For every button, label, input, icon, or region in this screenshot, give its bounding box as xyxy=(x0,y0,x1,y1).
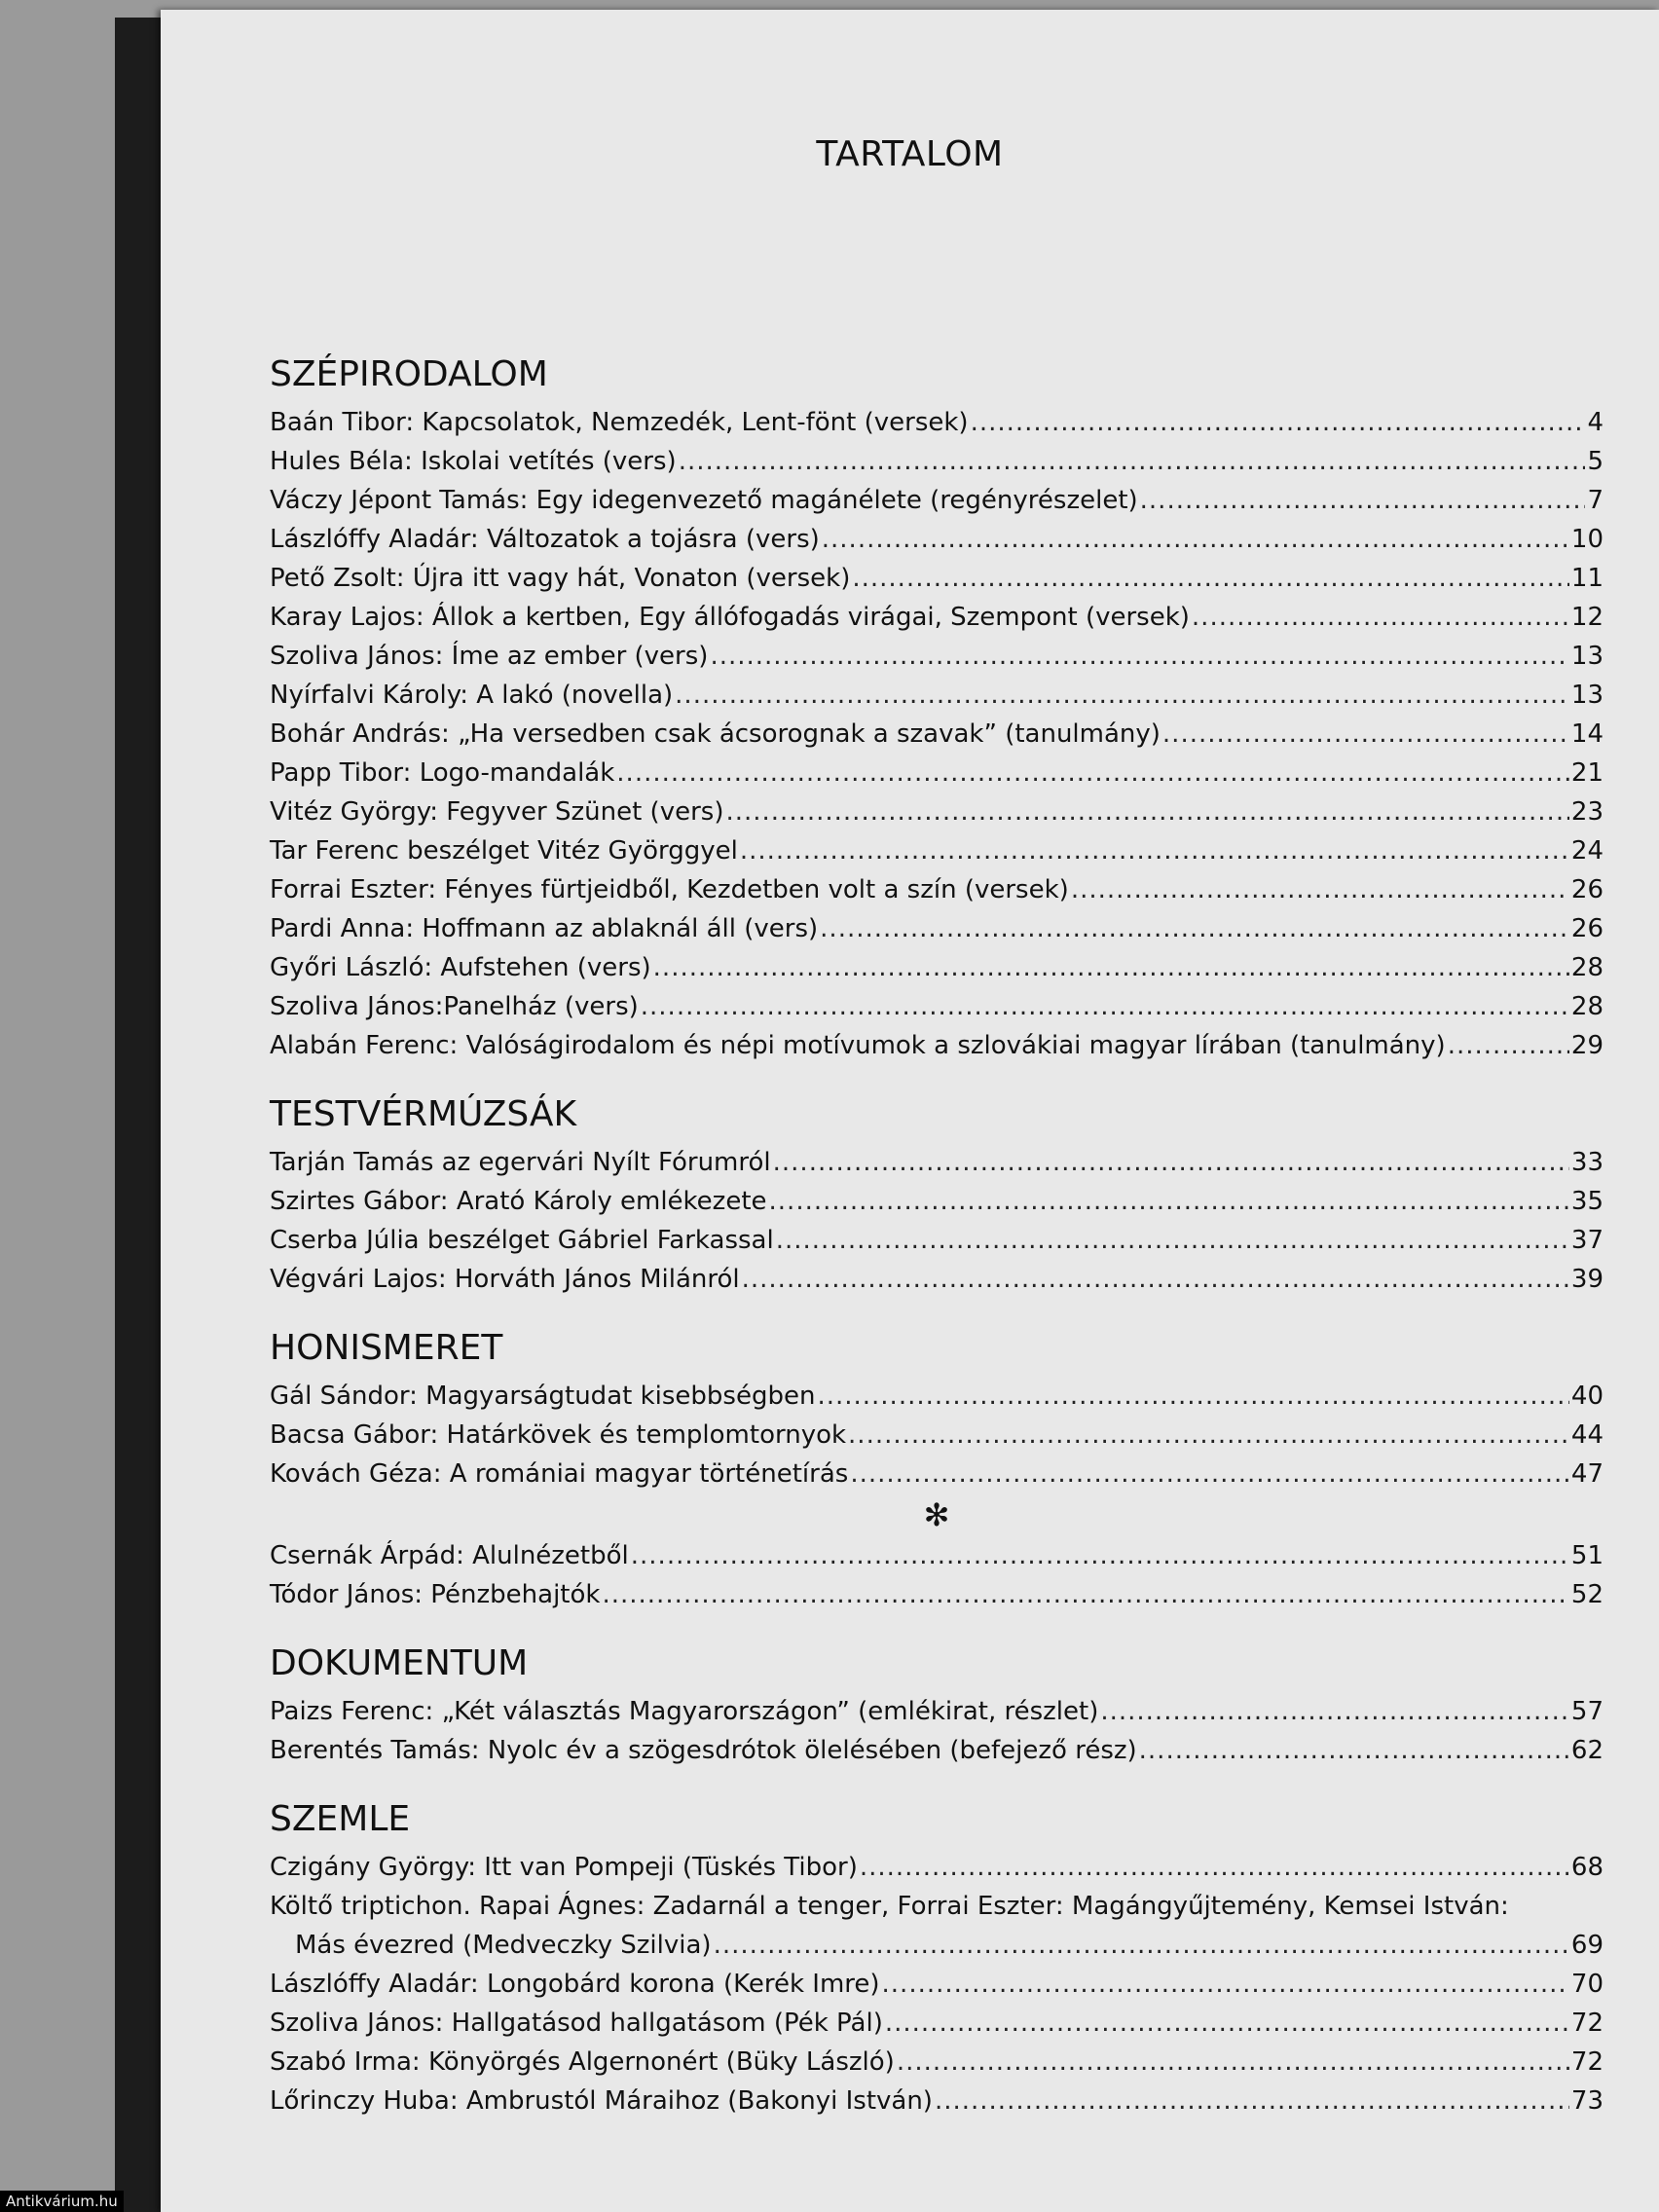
dot-leader xyxy=(602,1575,1568,1614)
toc-page-number: 37 xyxy=(1570,1226,1604,1255)
toc-page-number: 35 xyxy=(1570,1187,1604,1216)
toc-page-number: 72 xyxy=(1570,2047,1604,2077)
toc-page-number: 40 xyxy=(1570,1382,1604,1411)
toc-page-number: 44 xyxy=(1570,1420,1604,1450)
book-page xyxy=(161,10,1659,2212)
toc-page-number: 33 xyxy=(1570,1148,1604,1177)
toc-entry xyxy=(270,1377,1604,1416)
toc-page-number: 29 xyxy=(1570,1031,1604,1060)
toc-page-number: 26 xyxy=(1570,914,1604,943)
toc-entry-title: Bohár András: „Ha versedben csak ácsorognak a szavak” (tanulmány) xyxy=(270,719,1161,749)
toc-page-number: 5 xyxy=(1587,447,1604,476)
toc-page-number: 23 xyxy=(1570,797,1604,827)
toc-entry-title: Tar Ferenc beszélget Vitéz Györggyel xyxy=(270,836,738,866)
dot-leader xyxy=(1100,1692,1569,1731)
toc-entry-title: Lőrinczy Huba: Ambrustól Máraihoz (Bakonyi István) xyxy=(270,2086,933,2116)
toc-entry xyxy=(270,1026,1604,1065)
dot-leader xyxy=(776,1221,1569,1260)
toc-page-number: 13 xyxy=(1570,642,1604,671)
dot-leader xyxy=(885,2004,1569,2043)
dot-leader xyxy=(725,793,1568,831)
toc-entry-title: Hules Béla: Iskolai vetítés (vers) xyxy=(270,447,677,476)
toc-page-number: 73 xyxy=(1570,2086,1604,2116)
section-title: DOKUMENTUM xyxy=(270,1643,529,1683)
dot-leader xyxy=(882,1965,1569,2004)
toc-entry xyxy=(270,559,1604,598)
toc-page-number: 4 xyxy=(1587,408,1604,437)
dot-leader xyxy=(1139,1731,1569,1770)
dot-leader xyxy=(675,676,1569,715)
toc-page-number: 12 xyxy=(1570,603,1604,632)
dot-leader xyxy=(848,1416,1569,1455)
toc-entry xyxy=(270,637,1604,676)
toc-entry xyxy=(270,1692,1604,1731)
toc-page-number: 39 xyxy=(1570,1265,1604,1294)
dot-leader xyxy=(817,1377,1568,1416)
toc-entry-title: Győri László: Aufstehen (vers) xyxy=(270,953,651,982)
toc-entry-title: Más évezred (Medveczky Szilvia) xyxy=(295,1931,712,1960)
toc-entry xyxy=(270,793,1604,831)
toc-page-number: 62 xyxy=(1570,1736,1604,1765)
toc-entry-title: Papp Tibor: Logo-mandalák xyxy=(270,758,615,788)
toc-entry xyxy=(270,909,1604,948)
toc-entry-title: Szoliva János: Íme az ember (vers) xyxy=(270,642,709,671)
dot-leader xyxy=(1162,715,1569,754)
dot-leader xyxy=(710,637,1568,676)
toc-page-number: 52 xyxy=(1570,1580,1604,1609)
toc-entry xyxy=(270,1416,1604,1455)
toc-entry xyxy=(270,598,1604,637)
dot-leader xyxy=(860,1848,1569,1887)
dot-leader xyxy=(740,831,1569,870)
toc-entry-title: Pető Zsolt: Újra itt vagy hát, Vonaton (versek) xyxy=(270,564,851,593)
toc-entry-title: Gál Sándor: Magyarságtudat kisebbségben xyxy=(270,1382,816,1411)
toc-page-number: 28 xyxy=(1570,992,1604,1021)
section-title: TESTVÉRMÚZSÁK xyxy=(270,1094,577,1134)
toc-entry-title: Alabán Ferenc: Valóságirodalom és népi motívumok a szlovákiai magyar lírában (tanulmány) xyxy=(270,1031,1446,1060)
toc-entry xyxy=(270,403,1604,442)
toc-entry-title: Berentés Tamás: Nyolc év a szögesdrótok ölelésében (befejező rész) xyxy=(270,1736,1137,1765)
toc-page-number: 57 xyxy=(1570,1697,1604,1726)
toc-entry-title: Nyírfalvi Károly: A lakó (novella) xyxy=(270,681,674,710)
toc-page-number: 70 xyxy=(1570,1970,1604,1999)
toc-page-number: 14 xyxy=(1570,719,1604,749)
dot-leader xyxy=(820,909,1569,948)
toc-entry-title: Bacsa Gábor: Határkövek és templomtornyok xyxy=(270,1420,847,1450)
toc-page-number: 26 xyxy=(1570,875,1604,904)
dot-leader xyxy=(714,1926,1569,1965)
toc-entry xyxy=(270,1260,1604,1299)
separator-asterisk: ✻ xyxy=(923,1496,950,1533)
toc-entry xyxy=(270,481,1604,520)
toc-entry-title: Pardi Anna: Hoffmann az ablaknál áll (vers) xyxy=(270,914,819,943)
dot-leader xyxy=(653,948,1569,987)
toc-page-number: 47 xyxy=(1570,1459,1604,1489)
toc-entry xyxy=(270,1926,1604,1965)
toc-entry-title: Karay Lajos: Állok a kertben, Egy állófogadás virágai, Szempont (versek) xyxy=(270,603,1190,632)
toc-page-number: 13 xyxy=(1570,681,1604,710)
toc-entry-title: Tarján Tamás az egervári Nyílt Fórumról xyxy=(270,1148,771,1177)
toc-entry xyxy=(270,987,1604,1026)
section-testvermuzsak xyxy=(270,1092,1604,1299)
dot-leader xyxy=(897,2043,1569,2082)
toc-entry-title: Paizs Ferenc: „Két választás Magyarországon” (emlékirat, részlet) xyxy=(270,1697,1099,1726)
toc-entry xyxy=(270,520,1604,559)
dot-leader xyxy=(742,1260,1569,1299)
toc-page-number: 10 xyxy=(1570,525,1604,554)
toc-entry xyxy=(270,442,1604,481)
dot-leader xyxy=(1192,598,1569,637)
toc-entry xyxy=(270,1848,1604,1887)
toc-page-number: 72 xyxy=(1570,2009,1604,2038)
toc-entry xyxy=(270,831,1604,870)
toc-entry xyxy=(270,1455,1604,1493)
toc-entry xyxy=(270,2082,1604,2120)
toc-entry xyxy=(270,2043,1604,2082)
toc-entry-title: Forrai Eszter: Fényes fürtjeidből, Kezdetben volt a szín (versek) xyxy=(270,875,1069,904)
toc-entry xyxy=(270,1536,1604,1575)
toc-entry-title: Baán Tibor: Kapcsolatok, Nemzedék, Lent-fönt (versek) xyxy=(270,408,969,437)
toc-entry-title: Szoliva János: Hallgatásod hallgatásom (Pék Pál) xyxy=(270,2009,883,2038)
toc-page-number: 7 xyxy=(1587,486,1604,515)
section-title: SZEMLE xyxy=(270,1799,411,1839)
section-szepirodalom xyxy=(270,352,1604,1065)
dot-leader xyxy=(822,520,1569,559)
table-of-contents xyxy=(270,352,1604,2148)
toc-entry xyxy=(270,1731,1604,1770)
dot-leader xyxy=(773,1143,1569,1182)
toc-entry-title: Szoliva János:Panelház (vers) xyxy=(270,992,639,1021)
toc-entry xyxy=(270,1182,1604,1221)
toc-page-number: 69 xyxy=(1570,1931,1604,1960)
toc-entry-title: Csernák Árpád: Alulnézetből xyxy=(270,1541,629,1570)
toc-page-number: 28 xyxy=(1570,953,1604,982)
dot-leader xyxy=(1140,481,1586,520)
toc-entry xyxy=(270,948,1604,987)
toc-entry xyxy=(270,676,1604,715)
toc-entry xyxy=(270,2004,1604,2043)
section-title: HONISMERET xyxy=(270,1328,503,1368)
dot-leader xyxy=(850,1455,1569,1493)
dot-leader xyxy=(616,754,1569,793)
toc-entry-title: Lászlóffy Aladár: Longobárd korona (Kerék Imre) xyxy=(270,1970,880,1999)
toc-entry xyxy=(270,1575,1604,1614)
toc-entry xyxy=(270,1143,1604,1182)
toc-page-number: 11 xyxy=(1570,564,1604,593)
book-spine xyxy=(115,18,166,2212)
dot-leader xyxy=(679,442,1586,481)
dot-leader xyxy=(1448,1026,1569,1065)
dot-leader xyxy=(852,559,1569,598)
dot-leader xyxy=(1071,870,1569,909)
toc-entry-title: Cserba Júlia beszélget Gábriel Farkassal xyxy=(270,1226,774,1255)
toc-entry xyxy=(270,715,1604,754)
toc-entry-title: Tódor János: Pénzbehajtók xyxy=(270,1580,601,1609)
toc-entry-title: Váczy Jépont Tamás: Egy idegenvezető magánélete (regényrészelet) xyxy=(270,486,1138,515)
section-honismeret xyxy=(270,1326,1604,1614)
toc-entry-title: Vitéz György: Fegyver Szünet (vers) xyxy=(270,797,724,827)
toc-page-number: 24 xyxy=(1570,836,1604,866)
toc-entry xyxy=(270,1221,1604,1260)
dot-leader xyxy=(971,403,1586,442)
dot-leader xyxy=(935,2082,1569,2120)
toc-entry-title: Lászlóffy Aladár: Változatok a tojásra (vers) xyxy=(270,525,820,554)
dot-leader xyxy=(641,987,1569,1026)
dot-leader xyxy=(769,1182,1569,1221)
dot-leader xyxy=(631,1536,1569,1575)
section-szemle xyxy=(270,1797,1604,2120)
toc-entry xyxy=(270,870,1604,909)
toc-entry-line: Költő triptichon. Rapai Ágnes: Zadarnál a tenger, Forrai Eszter: Magángyűjtemény, Kemsei István: xyxy=(270,1892,1509,1921)
toc-page-number: 21 xyxy=(1570,758,1604,788)
toc-page-number: 51 xyxy=(1570,1541,1604,1570)
toc-entry-title: Végvári Lajos: Horváth János Milánról xyxy=(270,1265,740,1294)
toc-entry-title: Kovách Géza: A romániai magyar történetírás xyxy=(270,1459,849,1489)
toc-page-number: 68 xyxy=(1570,1853,1604,1882)
toc-entry xyxy=(270,754,1604,793)
section-title: SZÉPIRODALOM xyxy=(270,354,548,394)
watermark: Antikvárium.hu xyxy=(0,2191,124,2212)
toc-entry-title: Szabó Irma: Könyörgés Algernonért (Büky László) xyxy=(270,2047,895,2077)
section-dokumentum xyxy=(270,1641,1604,1770)
toc-entry-title: Szirtes Gábor: Arató Károly emlékezete xyxy=(270,1187,767,1216)
toc-entry-title: Czigány György: Itt van Pompeji (Tüskés Tibor) xyxy=(270,1853,858,1882)
page-title: TARTALOM xyxy=(816,134,1004,174)
toc-entry xyxy=(270,1965,1604,2004)
